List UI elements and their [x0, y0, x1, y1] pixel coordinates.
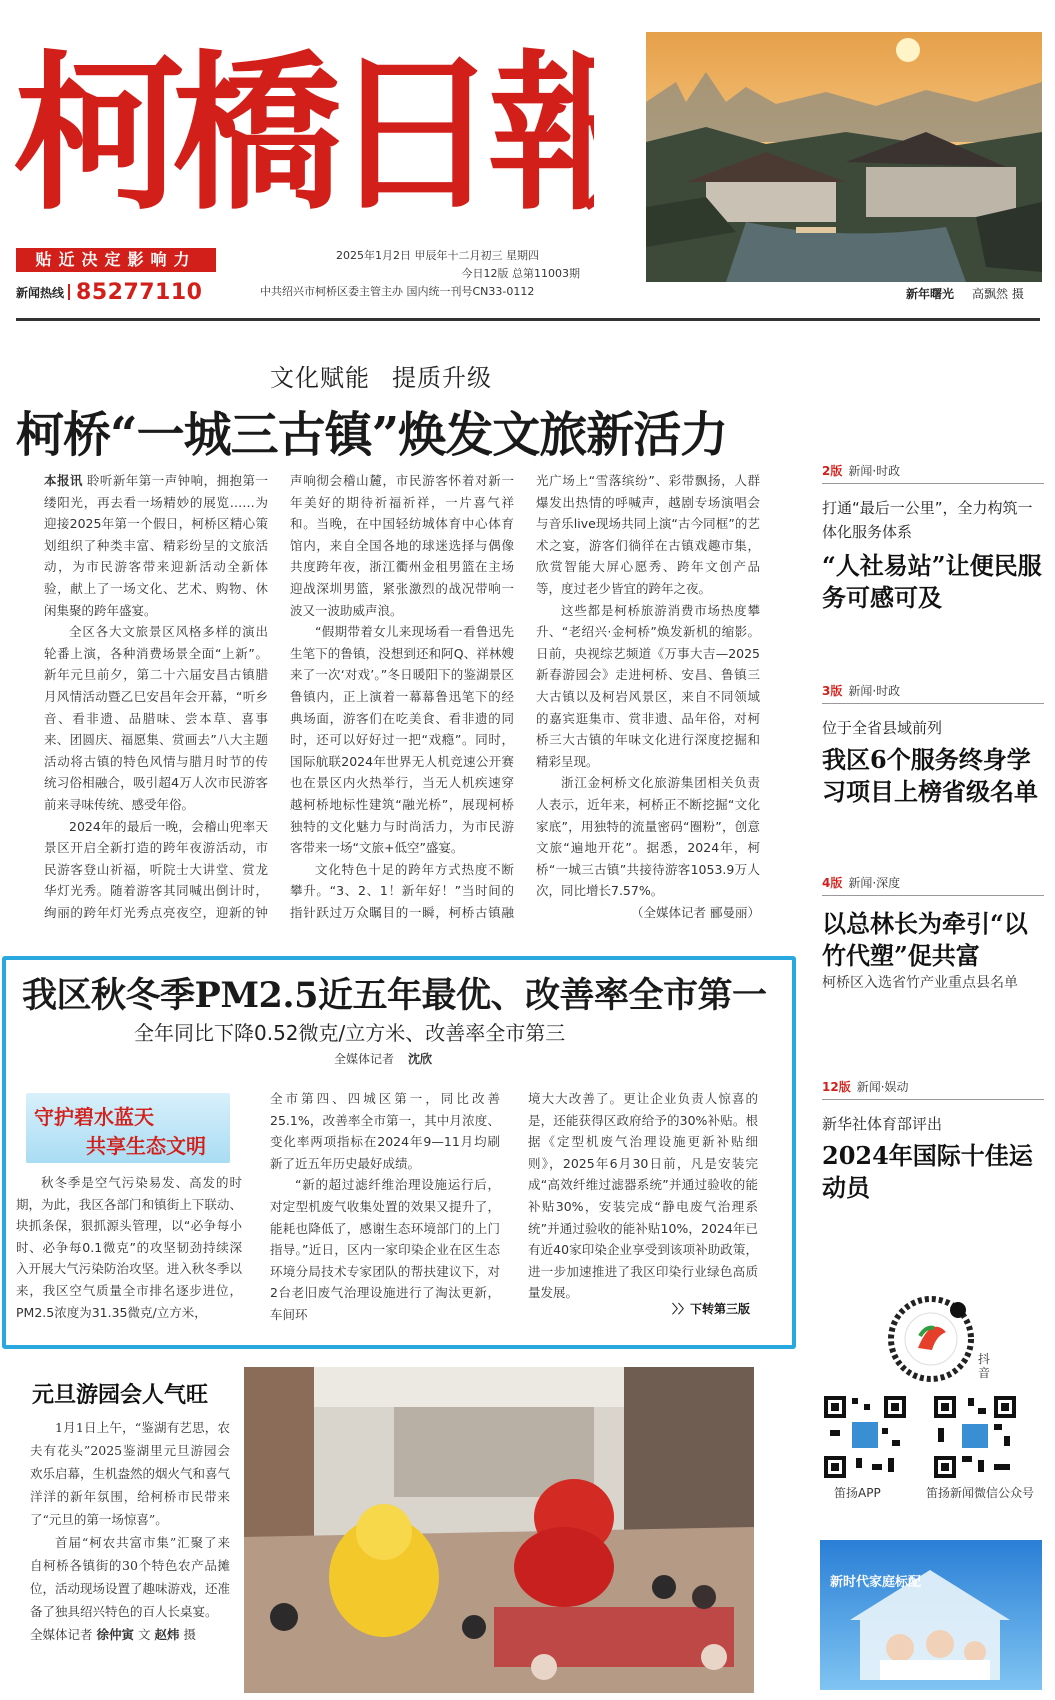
photo-caption — [906, 285, 1024, 302]
lead-paragraph: 浙江金柯桥文化旅游集团相关负责人表示，近年来，柯桥正不断挖掘“文化家底”，用独特的流量密码“圈粉”，创意文旅“遍地开花”。据悉，2024年，柯桥“一城三古镇”共接待游客1053.9万人次，同比增长7.57%。 — [536, 775, 760, 899]
story-credit: 全媒体记者 徐仲寅 文 赵炜 摄 — [30, 1627, 197, 1642]
lead-paragraph: 2024年的最后一晚，会稽山兜率天景区开启全新打造的跨年夜游活动，市民游客登山祈福，听院士大讲堂、赏龙华灯光秀。随着游客其同喊出倒计时，绚丽的跨年灯光秀点亮夜空，迎新的钟声响彻会稽山麓，市民游客怀着对新一年美好的期待祈福祈祥，一片喜气祥和。当晚，在中国轻纺城体育中心体育馆内，来自全国各地的球迷选择与偶像共度跨年夜，浙江衢州金租男篮在主场迎战深圳男篮，紧张激烈的战况带响一波又一波助威声浪。 — [44, 473, 514, 920]
app-qr[interactable] — [822, 1394, 908, 1480]
app-qr-label: 笛扬APP — [834, 1486, 881, 1500]
index-item-3[interactable] — [822, 682, 1044, 808]
index-section: 新闻·深度 — [848, 876, 901, 890]
highlight-column-2: 全市第四、四城区第一，同比改善25.1%，改善率全市第一，其中月浓度、变化率两项指标在2024年9—11月均刷新了近五年历史最好成绩。 “新的超过滤纤维治理设施运行后，对定型机废气收集处置的效果又提升了，能耗也降低了，感谢生态环境部门的上门指导。”近日，区内一家印染企业在区生态环境分局技术专家团队的帮扶建议下，对2台老旧废气治理设施进行了淘汰更新，车间环 — [270, 1091, 500, 1322]
kicker-1: 文化赋能 — [270, 364, 370, 392]
lead-paragraph: 全区各大文旅景区风格多样的演出轮番上演，各种消费场景全面“上新”。新年元旦前夕，第二十六届安昌古镇腊月风情活动暨乙巳安昌年会开幕，“听乡音、看非遗、品腊味、尝本草、喜事来、团圆庆、福愿集、赏画去”八大主题活动将古镇的特色风情与腊月时节的传统习俗相融合，吸引超4万人次市民游客前来寻味传统、感受年俗。 — [44, 624, 268, 812]
eco-banner — [26, 1093, 230, 1163]
date-line: 2025年1月2日 甲辰年十二月初三 星期四 — [336, 249, 539, 262]
index-header — [822, 682, 1044, 704]
index-header — [822, 1078, 1044, 1100]
photo-title: 新年曙光 — [906, 287, 955, 301]
newspaper-logo — [14, 18, 594, 228]
index-section: 新闻·时政 — [848, 464, 901, 478]
tv-ad-graphic — [820, 1540, 1042, 1690]
highlight-column-3: 境大大改善了。更让企业负责人惊喜的是，还能获得区政府给予的30%补贴。根据《定型机废气治理设施更新补贴细则》，2025年6月30日前，凡是安装完成“高效纤维过滤器系统”并通过验收的能补贴30%，安装完成“静电废气治理系统”并通过验收的能补贴10%，2024年已有近40家印染企业享受到该项补助政策，进一步加速推进了我区印染行业绿色高质量发展。 — [528, 1091, 758, 1301]
index-page: 2版 — [822, 464, 843, 478]
banner-line-2: 共享生态文明 — [86, 1134, 206, 1158]
douyin-label: 抖音 — [978, 1352, 991, 1380]
issue-info — [260, 247, 580, 301]
kicker-2: 提质升级 — [392, 364, 492, 392]
lead-paragraph: “假期带着女儿来现场看一看鲁迅先生笔下的鲁镇，没想到还和阿Q、祥林嫂来了一次‘对戏’。”冬日暖阳下的鉴湖景区鲁镇内，正上演着一幕幕鲁迅笔下的经典场面，游客们在吃美食、看非遗的同时，还可以好好过一把“戏瘾”。同时，国际航联2024年世界无人机竞速公开赛也在景区内火热举行，当无人机疾速穿越柯桥地标性建筑“融光桥”，展现柯桥独特的文化魅力与时尚活力，为市民游客带来一场“文旅+低空”盛宴。 — [290, 624, 514, 856]
masthead — [0, 0, 1055, 322]
douyin-qr[interactable] — [886, 1296, 976, 1382]
index-page: 12版 — [822, 1080, 851, 1094]
index-item-2[interactable] — [822, 462, 1044, 614]
index-subtitle: 新华社体育部评出 — [822, 1115, 943, 1133]
divider — [68, 284, 70, 300]
index-item-12[interactable] — [822, 1078, 1044, 1204]
highlight-byline: 全媒体记者 沈欣 — [334, 1052, 433, 1066]
masthead-divider — [16, 318, 1040, 321]
index-headline[interactable]: 我区6个服务终身学习项目上榜省级名单 — [822, 745, 1038, 806]
index-headline[interactable]: “人社易站”让便民服务可感可及 — [822, 551, 1042, 612]
photo-credit: 高飘然 摄 — [972, 287, 1024, 301]
lead-paragraph: 这些都是柯桥旅游消费市场热度攀升、“老绍兴·金柯桥”焕发新机的缩影。日前，央视综艺频道《万事大吉—2025新春游园会》走进柯桥、安昌、鲁镇三大古镇以及柯岩风景区，来自不同领域的嘉宾逛集市、赏非遗、品年俗，对柯桥三大古镇的年味文化进行深度挖掘和精彩呈现。 — [536, 602, 760, 769]
app-qr-icon — [822, 1394, 908, 1480]
hotline — [16, 280, 202, 304]
publisher-line: 中共绍兴市柯桥区委主管主办 国内统一刊号CN33-0112 — [260, 285, 535, 298]
lead-headline[interactable]: 柯桥“一城三古镇”焕发文旅新活力 — [16, 407, 728, 463]
logo-text: 柯橋日報 — [14, 34, 594, 228]
lead-paragraph: 本报讯 聆听新年第一声钟响，拥抱第一缕阳光，再去看一场精妙的展览……为迎接2025年第一个假日，柯桥区精心策划组织了种类丰富、精彩纷呈的文旅活动，为市民游客带来迎新活动全新体验，献上了一场文化、艺术、购物、休闲集聚的跨年盛宴。 — [44, 473, 268, 618]
hotline-label: 新闻热线 — [16, 285, 65, 300]
slogan: 贴近决定影响力 — [16, 248, 216, 272]
edition-line: 今日12版 总第11003期 — [461, 267, 580, 280]
index-section: 新闻·时政 — [848, 684, 901, 698]
index-item-4[interactable] — [822, 874, 1044, 994]
index-section: 新闻·娱动 — [856, 1080, 909, 1094]
sunrise-town-illustration — [646, 32, 1042, 282]
front-photo — [646, 32, 1042, 282]
ben-bao-xun: 本报讯 — [44, 473, 83, 488]
lead-byline: （全媒体记者 郦曼丽） — [631, 904, 760, 920]
index-header — [822, 874, 1044, 896]
wechat-qr[interactable] — [932, 1394, 1018, 1480]
index-subtitle: 位于全省县域前列 — [822, 719, 943, 737]
wechat-qr-label: 笛扬新闻微信公众号 — [926, 1486, 1035, 1500]
lion-dance-photo — [244, 1367, 754, 1693]
index-page: 4版 — [822, 876, 843, 890]
lead-article-body — [44, 470, 760, 925]
lead-kicker — [270, 358, 514, 393]
index-subtitle: 打通“最后一公里”，全力构筑一体化服务体系 — [822, 499, 1033, 541]
highlight-column-1: 秋冬季是空气污染易发、高发的时期，为此，我区各部门和镇街上下联动、块抓条保，狠抓源头管理，以“必争每小时、必争每0.1微克”的攻坚韧劲持续深入开展大气污染防治攻坚。进入秋冬季以来，我区空气质量全市排名逐步进位，PM2.5浓度为31.35微克/立方米， — [16, 1175, 242, 1320]
index-header — [822, 462, 1044, 484]
story-headline[interactable]: 元旦游园会人气旺 — [32, 1382, 209, 1408]
banner-line-1: 守护碧水蓝天 — [34, 1105, 154, 1129]
lead-paragraph: 文化特色十足的跨年方式热度不断攀升。“3、2、1！新年好！”当时间的指针跃过万众瞩目的一瞬，柯桥古镇融光广场上“雪落缤纷”、彩带飘扬，人群爆发出热情的呼喊声，越剧专场演唱会与音乐live现场共同上演“古今同框”的艺术之宴，游客们徜徉在古镇戏趣市集，欣赏智能大屏心愿秀、跨年文创产品等，度过老少皆宜的跨年之夜。 — [290, 473, 760, 920]
ad-text: 新时代家庭标配 — [830, 1575, 922, 1590]
index-headline[interactable]: 2024年国际十佳运动员 — [822, 1141, 1033, 1202]
story-body: 1月1日上午，“鉴湖有艺思，农夫有花头”2025鉴湖里元旦游园会欢乐启幕，生机盎然的烟火气和喜气洋洋的新年氛围，给柯桥市民带来了“元旦的第一场惊喜”。 首届“柯农共富市集”汇聚了来自柯桥各镇街的30个特色农产品摊位，活动现场设置了趣味游戏，还准备了独具绍兴特色的百人长桌宴。 全媒体记者 徐仲寅 文 赵炜 摄 — [30, 1416, 230, 1646]
wechat-qr-icon — [932, 1394, 1018, 1480]
logo-calligraphy — [14, 18, 594, 228]
index-note: 柯桥区入选省竹产业重点县名单 — [822, 975, 1018, 991]
index-page: 3版 — [822, 684, 843, 698]
douyin-qr-icon — [886, 1296, 976, 1382]
index-headline[interactable]: 以总林长为牵引“以竹代塑”促共富 — [822, 909, 1028, 970]
tv-ad[interactable] — [820, 1540, 1042, 1690]
hotline-number: 85277110 — [76, 279, 203, 305]
lion-dance-illustration — [244, 1367, 754, 1693]
jump-link[interactable]: 〉〉下转第三版 — [672, 1302, 751, 1316]
highlight-headline[interactable]: 我区秋冬季PM2.5近五年最优、改善率全市第一 — [22, 975, 767, 1016]
highlight-subtitle: 全年同比下降0.52微克/立方米、改善率全市第三 — [134, 1021, 566, 1045]
